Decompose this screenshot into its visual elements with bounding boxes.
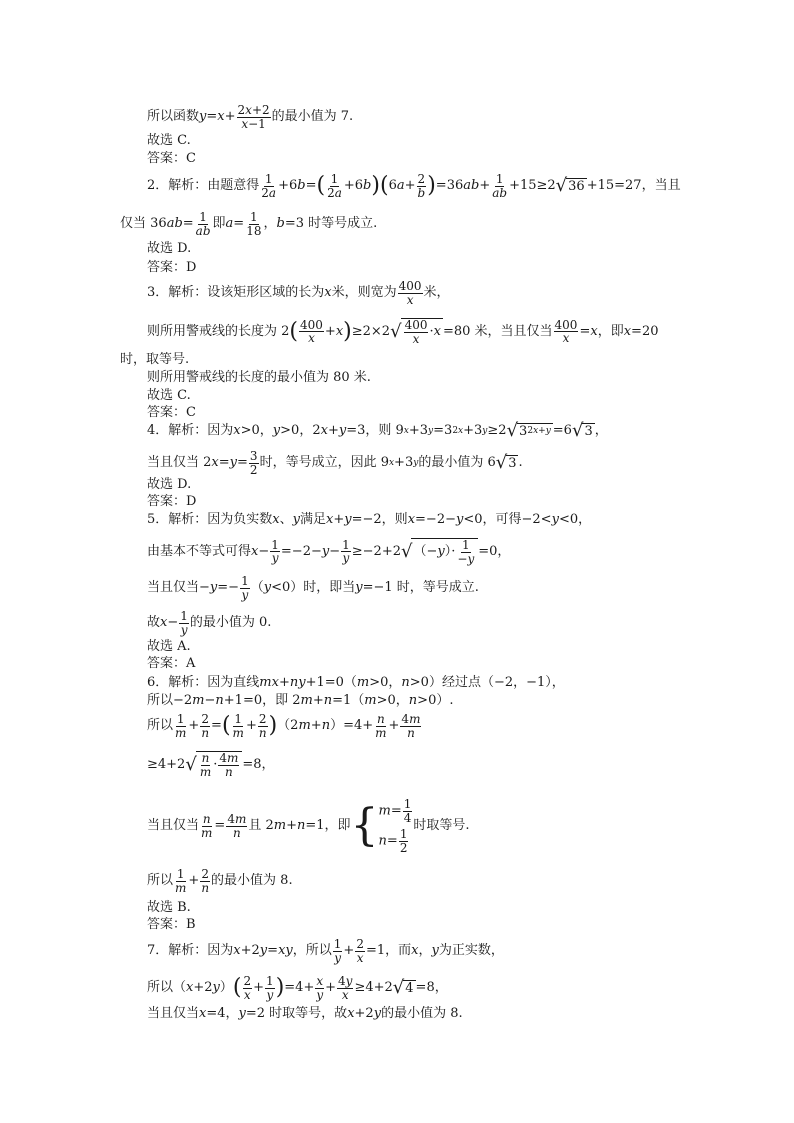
choice-line: 故选 C. bbox=[147, 388, 191, 403]
solution-7-line-1: 7．解析：因为 x +2 y = xy ，所以 $\frac{1}{y}$ + $\frac{2}{x}$ =1，而 x ， y 为正实数， bbox=[147, 937, 504, 965]
solution-6-line-3: 所以 $\frac{1}{m}$ + $\frac{2}{n}$ = ( $\frac{1}{m}$ + $\frac{2}{n}$ ) （2 m + n ）=4+ $\frac{n}{m}$ + $\frac{4m}{n}$ bbox=[147, 712, 421, 740]
solution-6-line-6: 所以 $\frac{1}{m}$ + $\frac{2}{n}$ 的最小值为 8. bbox=[147, 867, 293, 895]
solution-6-line-4: ≥4+2 √ $\frac{n}{m}$ · $\frac{4m}{n}$ =8， bbox=[147, 751, 275, 779]
solution-5-line-4: 故 x − $\frac{1}{y}$ 的最小值为 0. bbox=[147, 609, 272, 637]
solution-6-line-2: 所以−2 m − n +1=0，即 2 m + n =1（ m >0， n >0）. bbox=[147, 693, 454, 708]
answer-line: 答案：D bbox=[147, 494, 197, 509]
solution-3-line-1: 3．解析：设该矩形区域的长为 x 米，则宽为 $\frac{400}{x}$ 米， bbox=[147, 279, 450, 307]
choice-line: 故选 D. bbox=[147, 241, 192, 256]
conclusion-line: 所以函数 y = x + $\frac{2x+2}{x-1}$ 的最小值为 7. bbox=[147, 103, 354, 131]
choice-line: 故选 B. bbox=[147, 900, 191, 915]
solution-4-line-1: 4．解析：因为 x >0， y >0 ，2 x + y =3，则 9 x +3 y =3 2x +3 y ≥2 √ 3 2x+y =6 √ 3 ， bbox=[147, 420, 608, 441]
fraction: $\frac{2x+2}{x-1}$ bbox=[237, 103, 270, 131]
answer-line: 答案：B bbox=[147, 917, 196, 932]
choice-line: 故选 D. bbox=[147, 477, 192, 492]
solution-3-line-4: 则所用警戒线的长度的最小值为 80 米. bbox=[147, 370, 371, 385]
solution-5-line-3: 当且仅当− y =− $\frac{1}{y}$ （ y <0）时，即当 y =−1 时，等号成立. bbox=[147, 574, 479, 602]
solution-5-line-2: 由基本不等式可得 x − $\frac{1}{y}$ =−2− y − $\frac{1}{y}$ ≥−2+2 √ （− y ）· $\frac{1}{-y}$ =0， bbox=[147, 537, 511, 566]
answer-line: 答案：C bbox=[147, 151, 196, 166]
choice-line: 故选 C. bbox=[147, 133, 191, 148]
solution-3-line-2: 则所用警戒线的长度为 2 ( $\frac{400}{x}$ + x ) ≥2×2 √ $\frac{400}{x}$ · x =80 米，当且仅当 $\frac{400}{x}$ = x ，即 x =20 bbox=[147, 317, 659, 346]
answer-line: 答案：C bbox=[147, 405, 196, 420]
solution-4-line-2: 当且仅当 2 x = y = $\frac{3}{2}$ 时，等号成立，因此 9 x +3 y 的最小值为 6 √ 3 . bbox=[147, 449, 523, 477]
solution-2-line-2: 仅当 36 ab = $\frac{1}{ab}$ 即 a = $\frac{1}{18}$ ， b =3 时等号成立. bbox=[120, 210, 378, 238]
answer-line: 答案：A bbox=[147, 656, 196, 671]
solution-2-line-1: 2．解析：由题意得 $\frac{1}{2a}$ +6 b = ( $\frac{1}{2a}$ +6 b ) ( 6 a + $\frac{2}{b}$ ) =36 ab + $\frac{1}{ab}$ +15≥2 √ 36 +15=27，当且 bbox=[147, 172, 681, 200]
choice-line: 故选 A. bbox=[147, 639, 191, 654]
solution-7-line-2: 所以（ x +2 y ） ( $\frac{2}{x}$ + $\frac{1}{y}$ ) =4+ $\frac{x}{y}$ + $\frac{4y}{x}$ ≥4+2 √ 4 =8， bbox=[147, 974, 448, 1002]
solution-6-line-1: 6．解析：因为直线 mx + ny +1=0（ m >0， n >0）经过点（−2，−1）， bbox=[147, 675, 565, 690]
solution-7-line-3: 当且仅当 x =4， y =2 时取等号，故 x +2 y 的最小值为 8. bbox=[147, 1006, 463, 1021]
equation-system: { m= $\frac{1}{4}$ n= $\frac{1}{2}$ bbox=[350, 797, 412, 855]
answer-line: 答案：D bbox=[147, 260, 197, 275]
solution-6-line-5: 当且仅当 $\frac{n}{m}$ = $\frac{4m}{n}$ 且 2 m + n =1，即 { m= $\frac{1}{4}$ n= $\frac{1}{2}$ 时取等号. bbox=[147, 797, 470, 855]
solution-3-line-3: 时，取等号. bbox=[120, 352, 190, 367]
solution-5-line-1: 5．解析：因为负实数 x 、 y 满足 x + y =−2，则 x =−2− y <0，可得−2< y <0， bbox=[147, 512, 592, 527]
